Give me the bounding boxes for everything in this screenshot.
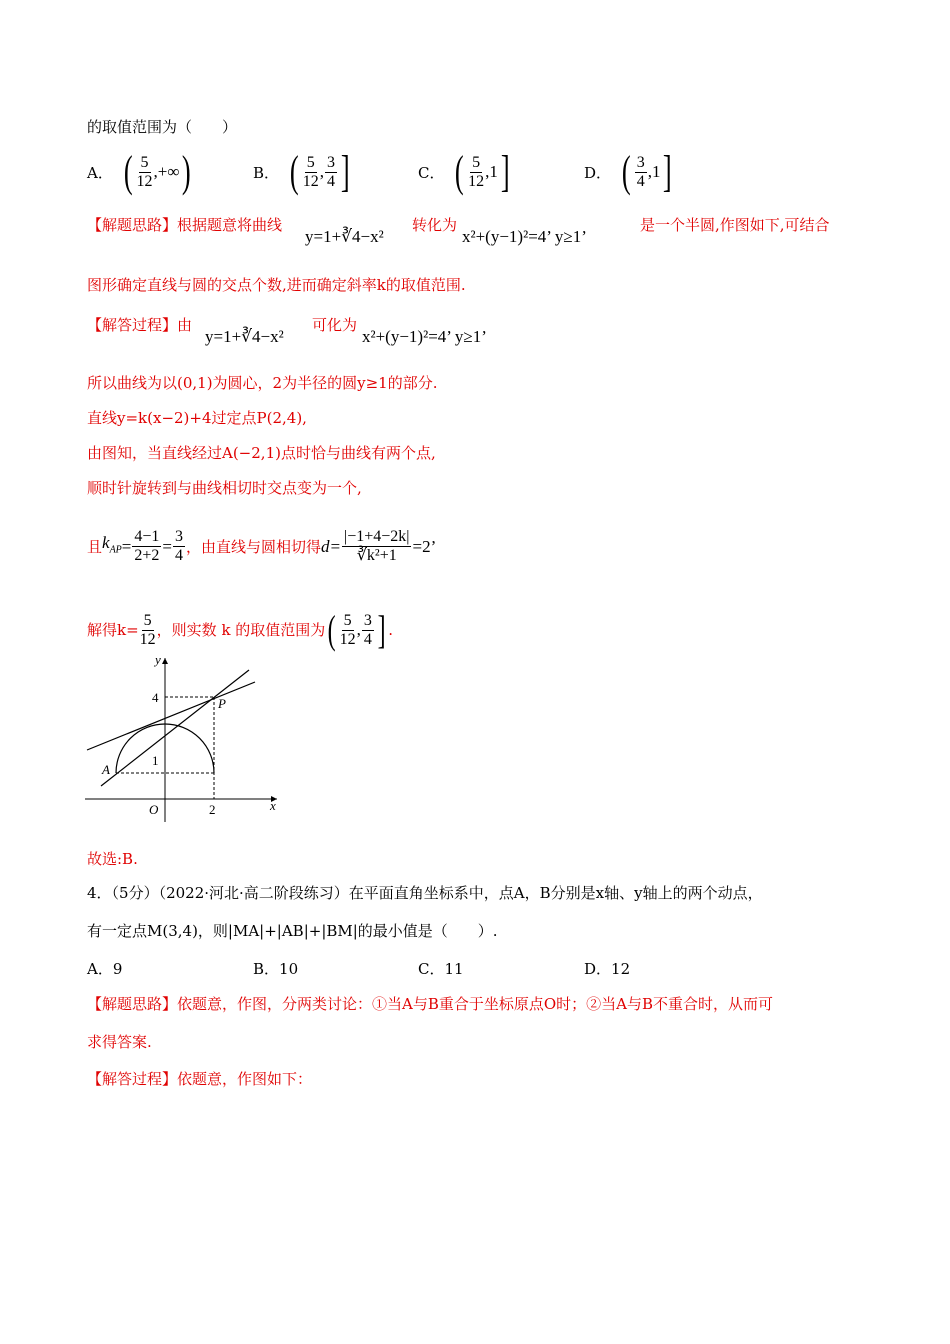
q3-option-b: B． ( $\frac{5}{12}$ , $\frac{3}{4}$ ] — [253, 147, 350, 196]
q3-option-c — [418, 147, 513, 196]
q3-idea-eq1: y=1+∛4−x² — [305, 227, 384, 246]
q4-idea-line1: 【解题思路】依题意，作图，分两类讨论：①当A与B重合于坐标原点O时；②当A与B不重合时，从而可 — [87, 995, 774, 1013]
left-paren: ( — [621, 147, 631, 196]
option-letter: D． — [584, 163, 612, 182]
q4-option-b: B．10 — [253, 960, 299, 978]
option-fraction: $\frac{5}{12}$ — [302, 153, 319, 190]
option-letter: B． — [253, 163, 280, 182]
fraction-5-12: $\frac{5}{12}$ — [139, 611, 156, 648]
fraction-3-4: $\frac{3}{4}$ — [175, 528, 183, 564]
d-tail: =2’ — [412, 536, 437, 556]
q3-answer: 故选:B. — [87, 850, 138, 868]
q3-proc-line3: 直线y=k(x−2)+4过定点P(2,4), — [87, 409, 307, 427]
q3-proc-mid: 可化为 — [312, 316, 358, 334]
line-ap — [101, 670, 249, 786]
q4-line1: 4．（5分）（2022·河北·高二阶段练习）在平面直角坐标系中，点A，B分别是x轴、y轴上的两个动点， — [87, 884, 763, 902]
fraction-kap: $\frac{4-1}{2+2}$ — [134, 528, 160, 564]
q3-option-a — [87, 147, 194, 196]
q3-proc-line5: 顺时针旋转到与曲线相切时交点变为一个, — [87, 479, 362, 497]
tick-y1: 1 — [152, 753, 159, 768]
fraction-distance: $\frac{|-1+4-2k|}{\text{∛k²+1}}$ — [344, 528, 410, 564]
q3-option-d — [584, 147, 675, 196]
q4-option-c: C．11 — [418, 960, 464, 978]
point-a-label: A — [102, 762, 110, 777]
option-fraction-2: $\frac{3}{4}$ — [326, 153, 335, 190]
q4-option-d: D．12 — [584, 960, 631, 978]
left-paren: ( — [123, 147, 133, 196]
q3-stem-tail: 的取值范围为（ ） — [87, 118, 238, 136]
q3-idea-line2: 图形确定直线与圆的交点个数,进而确定斜率k的取值范围. — [87, 276, 466, 294]
semicircle-figure — [85, 650, 285, 825]
option-rest: ,1 — [485, 162, 498, 181]
tick-y4: 4 — [152, 690, 159, 705]
q3-proc-eq2: x²+(y−1)²=4’ y≥1’ — [362, 327, 487, 346]
left-paren: ( — [455, 147, 465, 196]
left-paren: ( — [289, 147, 299, 196]
range-text: ，则实数 k 的取值范围为 — [156, 621, 326, 639]
q3-solve-line: 解得k= $\frac{5}{12}$ ，则实数 k 的取值范围为 ( $\frac{5}{12}$ , $\frac{3}{4}$ ] . — [87, 607, 393, 652]
option-fraction: $\frac{5}{12}$ — [136, 153, 153, 190]
d-equals: d= — [321, 536, 341, 556]
origin-label: O — [149, 802, 159, 817]
right-paren: ] — [340, 147, 350, 196]
tangent-line — [87, 682, 255, 750]
range-frac-2: $\frac{3}{4}$ — [363, 611, 372, 648]
q3-idea-tail: 是一个半圆,作图如下,可结合 — [640, 216, 830, 234]
q3-idea-mid: 转化为 — [412, 216, 458, 234]
q3-proc-label: 【解答过程】由 — [87, 316, 193, 334]
q4-line2: 有一定点M(3,4)，则|MA|+|AB|+|BM|的最小值是（ ）. — [87, 922, 498, 940]
option-letter: C． — [418, 163, 445, 182]
tick-x2: 2 — [209, 802, 216, 817]
text-and: 且 — [87, 537, 103, 556]
option-fraction: $\frac{3}{4}$ — [636, 153, 645, 190]
q4-idea-line2: 求得答案. — [87, 1033, 152, 1051]
right-paren: ] — [663, 147, 673, 196]
right-paren: ] — [500, 147, 510, 196]
q3-proc-eq1: y=1+∛4−x² — [205, 327, 284, 346]
q3-idea-eq2: x²+(y−1)²=4’ y≥1’ — [462, 227, 587, 246]
q3-proc-line4: 由图知，当直线经过A(−2,1)点时恰与曲线有两个点, — [87, 444, 436, 462]
y-label: y — [155, 652, 161, 667]
x-label: x — [270, 798, 276, 813]
solve-text: 解得k= — [87, 621, 139, 639]
range-frac-1: $\frac{5}{12}$ — [339, 611, 356, 648]
q3-idea-label: 【解题思路】根据题意将曲线 — [87, 216, 283, 234]
q4-proc-line1: 【解答过程】依题意，作图如下： — [87, 1070, 313, 1088]
option-letter: A． — [87, 163, 113, 182]
equals: = — [121, 536, 132, 556]
right-paren: ) — [182, 147, 192, 196]
q4-option-a: A．9 — [87, 960, 123, 978]
option-rest: ,1 — [647, 162, 661, 181]
point-p-label: P — [218, 696, 226, 711]
tangent-text: ，由直线与圆相切得 — [186, 537, 322, 556]
q3-proc-line6: 且 $k_{AP}$ = $\frac{4-1}{2+2}$ = $\frac{3}{4}$ ，由直线与圆相切得 d= $\frac{|-1+4-2k|}{\text{∛k²+1}}$ =2’ — [87, 528, 437, 564]
option-fraction: $\frac{5}{12}$ — [468, 153, 485, 190]
k-ap: $k_{AP}$ — [102, 532, 122, 556]
option-rest: ,+∞ — [153, 162, 180, 181]
q3-proc-line2: 所以曲线为以(0,1)为圆心，2为半径的圆y≥1的部分. — [87, 374, 438, 392]
